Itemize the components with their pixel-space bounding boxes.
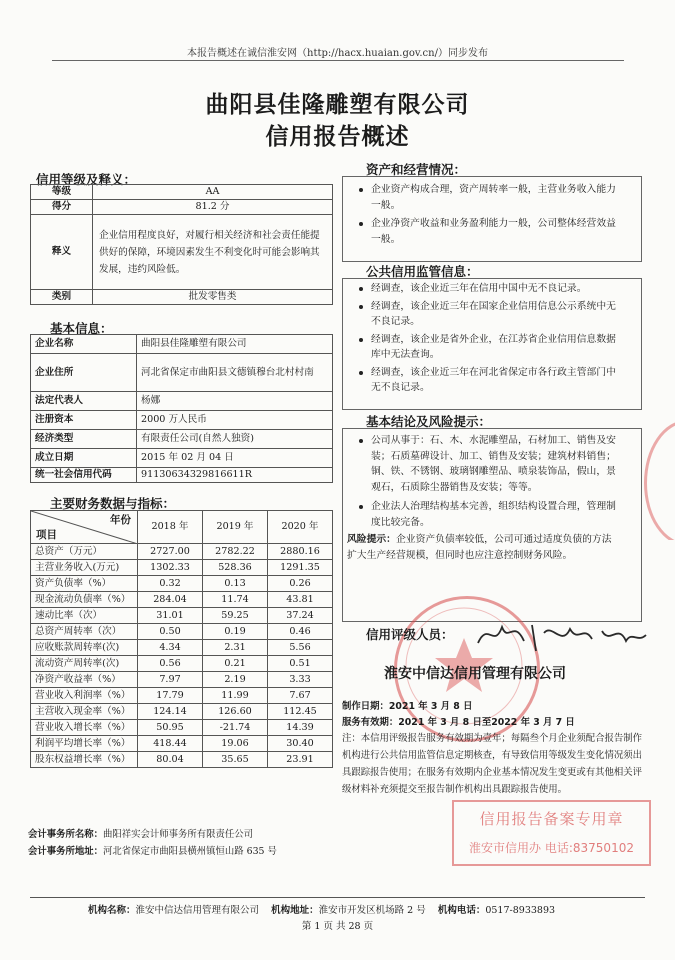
basic-label: 企业住所 <box>31 354 137 392</box>
credit-label: 得分 <box>31 200 93 215</box>
finance-value-cell: 0.46 <box>268 624 333 640</box>
finance-corner-cell <box>31 511 138 544</box>
year-header: 2019 年 <box>203 511 268 544</box>
finance-value-cell: 11.99 <box>203 688 268 704</box>
credit-row <box>31 185 333 200</box>
finance-row <box>31 656 333 672</box>
company-name-value: 曲阳县佳隆雕塑有限公司 <box>137 335 333 354</box>
credit-score: 81.2 分 <box>93 200 333 215</box>
finance-row <box>31 688 333 704</box>
production-date-line <box>342 698 472 712</box>
basic-label: 成立日期 <box>31 449 137 468</box>
risk-label: 风险提示： <box>347 534 396 545</box>
finance-row-label: 流动资产周转率(次) <box>31 656 138 672</box>
assets-item: 企业资产构成合理，资产周转率一般，主营业务收入能力一般。 <box>353 182 621 213</box>
supervision-section-title: 公共信用监管信息： <box>366 264 479 279</box>
basic-label: 企业名称 <box>31 335 137 354</box>
finance-value-cell: 3.33 <box>268 672 333 688</box>
finance-row <box>31 704 333 720</box>
basic-row <box>31 468 333 483</box>
finance-row-label: 营业收入增长率（%） <box>31 720 138 736</box>
basic-row <box>31 449 333 468</box>
credit-grade: AA <box>93 185 333 200</box>
finance-value-cell: 2880.16 <box>268 544 333 560</box>
assets-section-title: 资产和经营情况： <box>366 162 467 177</box>
year-header: 2018 年 <box>138 511 203 544</box>
rating-personnel-label: 信用评级人员： <box>366 627 454 642</box>
legal-rep-value: 杨娜 <box>137 392 333 411</box>
basic-label: 统一社会信用代码 <box>31 468 137 483</box>
supervision-item: 经调查，该企业近三年在信用中国中无不良记录。 <box>353 281 621 297</box>
record-stamp-box <box>452 800 651 866</box>
credit-category: 批发零售类 <box>93 290 333 305</box>
finance-row-label: 营业收入利润率（%） <box>31 688 138 704</box>
finance-row-label: 资产负债率（%） <box>31 576 138 592</box>
record-stamp-title: 信用报告备案专用章 <box>479 810 624 828</box>
finance-value-cell: 59.25 <box>203 608 268 624</box>
validity-line <box>342 714 575 728</box>
finance-value-cell: 418.44 <box>138 736 203 752</box>
signature-image <box>470 613 650 658</box>
footer-phone-value: 0517-8933893 <box>485 905 556 916</box>
basic-info-table <box>30 334 333 483</box>
year-header: 2020 年 <box>268 511 333 544</box>
basic-row <box>31 354 333 392</box>
finance-value-cell: 0.19 <box>203 624 268 640</box>
finance-value-cell: 0.50 <box>138 624 203 640</box>
finance-value-cell: 0.13 <box>203 576 268 592</box>
validity-label: 服务有效期： <box>342 717 399 728</box>
finance-row-label: 应收账款周转率(次) <box>31 640 138 656</box>
finance-value-cell: 0.51 <box>268 656 333 672</box>
footer-agency-label: 机构名称： <box>88 905 136 916</box>
finance-value-cell: 2.31 <box>203 640 268 656</box>
finance-rows <box>31 544 333 768</box>
basic-row <box>31 411 333 430</box>
finance-row <box>31 608 333 624</box>
finance-value-cell: 11.74 <box>203 592 268 608</box>
finance-value-cell: 0.32 <box>138 576 203 592</box>
finance-section-title: 主要财务数据与指标： <box>50 496 176 511</box>
finance-value-cell: 43.81 <box>268 592 333 608</box>
finance-value-cell: 7.67 <box>268 688 333 704</box>
finance-row <box>31 544 333 560</box>
finance-value-cell: 5.56 <box>268 640 333 656</box>
basic-label: 经济类型 <box>31 430 137 449</box>
finance-value-cell: 35.65 <box>203 752 268 768</box>
finance-value-cell: 4.34 <box>138 640 203 656</box>
credit-row <box>31 215 333 290</box>
validity-note: 注：本信用评级报告服务有效期为壹年；每隔叁个月企业须配合报告制作机构进行公共信用监管信息定期核查，有导致信用等级发生变化情况须出具跟踪报告使用；在服务有效期内企业基本情况发生变更或有其他相关评级材料补充须提交至报告制作机构出具跟踪报告使用。 <box>342 733 643 795</box>
header-note: 本报告概述在诚信淮安网（http://hacx.huaian.gov.cn/）同步发布 <box>187 48 488 59</box>
finance-value-cell: 17.79 <box>138 688 203 704</box>
finance-row-label: 主营业务收入(万元) <box>31 560 138 576</box>
conclusion-section-title: 基本结论及风险提示： <box>366 414 492 429</box>
accounting-firm-label: 会计事务所名称： <box>28 829 104 840</box>
page-number: 第 1 页 共 28 页 <box>301 921 374 932</box>
finance-row-label: 净资产收益率（%） <box>31 672 138 688</box>
seam-seal-ring <box>644 420 675 540</box>
finance-value-cell: 126.60 <box>203 704 268 720</box>
finance-value-cell: 2782.22 <box>203 544 268 560</box>
footer-agency-value: 淮安中信达信用管理有限公司 <box>135 905 260 916</box>
finance-value-cell: 50.95 <box>138 720 203 736</box>
assets-item: 企业净资产收益和业务盈利能力一般，公司整体经营效益一般。 <box>353 216 621 247</box>
finance-value-cell: 528.36 <box>203 560 268 576</box>
economic-type-value: 有限责任公司(自然人独资) <box>137 430 333 449</box>
production-date-value: 2021 年 3 月 8 日 <box>388 701 473 712</box>
accounting-firm-value: 曲阳祥实会计师事务所有限责任公司 <box>103 829 254 840</box>
credit-table <box>30 184 333 305</box>
finance-value-cell: 19.06 <box>203 736 268 752</box>
company-title: 曲阳县佳隆雕塑有限公司 <box>205 92 470 118</box>
footer-address-value: 淮安市开发区机场路 2 号 <box>318 905 426 916</box>
assets-box <box>342 176 642 262</box>
validity-value: 2021 年 3 月 8 日至2022 年 3 月 7 日 <box>398 717 575 728</box>
footer-divider <box>30 897 645 898</box>
finance-header-row <box>31 511 333 544</box>
finance-row <box>31 752 333 768</box>
finance-value-cell: -21.74 <box>203 720 268 736</box>
footer-info <box>88 902 555 916</box>
credit-label: 类别 <box>31 290 93 305</box>
finance-value-cell: 2727.00 <box>138 544 203 560</box>
basic-row <box>31 430 333 449</box>
credit-section-title: 信用等级及释义： <box>36 172 137 187</box>
credit-code-value: 91130634329816611R <box>137 468 333 483</box>
supervision-item: 经调查，该企业近三年在国家企业信用信息公示系统中无不良记录。 <box>353 299 621 330</box>
basic-label: 法定代表人 <box>31 392 137 411</box>
finance-value-cell: 14.39 <box>268 720 333 736</box>
finance-row-label: 股东权益增长率（%） <box>31 752 138 768</box>
header-year-label: 年份 <box>110 514 131 526</box>
accounting-firm-line <box>28 826 253 840</box>
footer-phone-label: 机构电话： <box>437 905 486 916</box>
finance-value-cell: 80.04 <box>138 752 203 768</box>
risk-text: 企业资产负债率较低，公司可通过适度负债的方法扩大生产经营规模，但同时也应注意控制财务风险。 <box>347 534 612 561</box>
finance-row-label: 主营收入现金率（%） <box>31 704 138 720</box>
report-title: 信用报告概述 <box>265 124 410 150</box>
accounting-address-line <box>28 843 277 857</box>
finance-row <box>31 560 333 576</box>
supervision-item: 经调查，该企业近三年在河北省保定市各行政主管部门中无不良记录。 <box>353 365 621 396</box>
finance-row-label: 速动比率（次） <box>31 608 138 624</box>
finance-row-label: 利润平均增长率（%） <box>31 736 138 752</box>
finance-row-label: 总资产（万元） <box>31 544 138 560</box>
risk-note <box>347 532 613 563</box>
basic-section-title: 基本信息： <box>50 321 113 336</box>
company-address-value: 河北省保定市曲阳县文德镇穆台北村村南 <box>137 354 333 392</box>
conclusion-box <box>342 428 642 622</box>
conclusion-item: 公司从事于：石、木、水泥雕塑品，石材加工、销售及安装；石质墓碑设计、加工、销售及安装；建筑材料销售；铜、铁、不锈钢、玻璃钢雕塑品、喷泉装饰品，假山，景观石，石质除尘器销售及安装；等等。 <box>353 433 621 495</box>
finance-value-cell: 2.19 <box>203 672 268 688</box>
seam-seal <box>644 420 675 540</box>
finance-value-cell: 124.14 <box>138 704 203 720</box>
conclusion-item: 企业法人治理结构基本完善，组织结构设置合理，管理制度比较完备。 <box>353 499 621 530</box>
supervision-item: 经调查，该企业是省外企业，在江苏省企业信用信息数据库中无法查询。 <box>353 332 621 363</box>
finance-value-cell: 23.91 <box>268 752 333 768</box>
footer-address-label: 机构地址： <box>271 905 319 916</box>
supervision-box <box>342 278 642 410</box>
credit-row <box>31 290 333 305</box>
accounting-address-value: 河北省保定市曲阳县横州镇恒山路 635 号 <box>103 846 277 857</box>
finance-row <box>31 624 333 640</box>
finance-value-cell: 1291.35 <box>268 560 333 576</box>
founded-date-value: 2015 年 02 月 04 日 <box>137 449 333 468</box>
header-divider <box>52 60 624 61</box>
basic-label: 注册资本 <box>31 411 137 430</box>
finance-value-cell: 0.56 <box>138 656 203 672</box>
header-item-label: 项目 <box>36 529 57 541</box>
record-stamp-office: 淮安市信用办 电话:83750102 <box>469 841 634 855</box>
finance-row <box>31 720 333 736</box>
credit-label: 等级 <box>31 185 93 200</box>
credit-definition: 企业信用程度良好，对履行相关经济和社会责任能提供好的保障，环境因素发生不利变化时可能会影响其发展，违约风险低。 <box>93 215 333 290</box>
finance-value-cell: 0.21 <box>203 656 268 672</box>
registered-capital-value: 2000 万人民币 <box>137 411 333 430</box>
finance-value-cell: 284.04 <box>138 592 203 608</box>
finance-value-cell: 30.40 <box>268 736 333 752</box>
rating-agency-name: 淮安中信达信用管理有限公司 <box>384 666 566 682</box>
credit-label: 释义 <box>31 215 93 290</box>
finance-value-cell: 37.24 <box>268 608 333 624</box>
basic-row <box>31 335 333 354</box>
finance-row-label: 总资产周转率（次） <box>31 624 138 640</box>
finance-table <box>30 510 333 768</box>
credit-row <box>31 200 333 215</box>
finance-row-label: 现金流动负债率（%） <box>31 592 138 608</box>
accounting-address-label: 会计事务所地址： <box>28 846 104 857</box>
finance-row <box>31 592 333 608</box>
finance-value-cell: 0.26 <box>268 576 333 592</box>
finance-row <box>31 640 333 656</box>
basic-row <box>31 392 333 411</box>
finance-value-cell: 1302.33 <box>138 560 203 576</box>
finance-row <box>31 736 333 752</box>
finance-value-cell: 7.97 <box>138 672 203 688</box>
finance-value-cell: 112.45 <box>268 704 333 720</box>
production-date-label: 制作日期： <box>342 701 389 712</box>
finance-row <box>31 672 333 688</box>
finance-row <box>31 576 333 592</box>
finance-value-cell: 31.01 <box>138 608 203 624</box>
